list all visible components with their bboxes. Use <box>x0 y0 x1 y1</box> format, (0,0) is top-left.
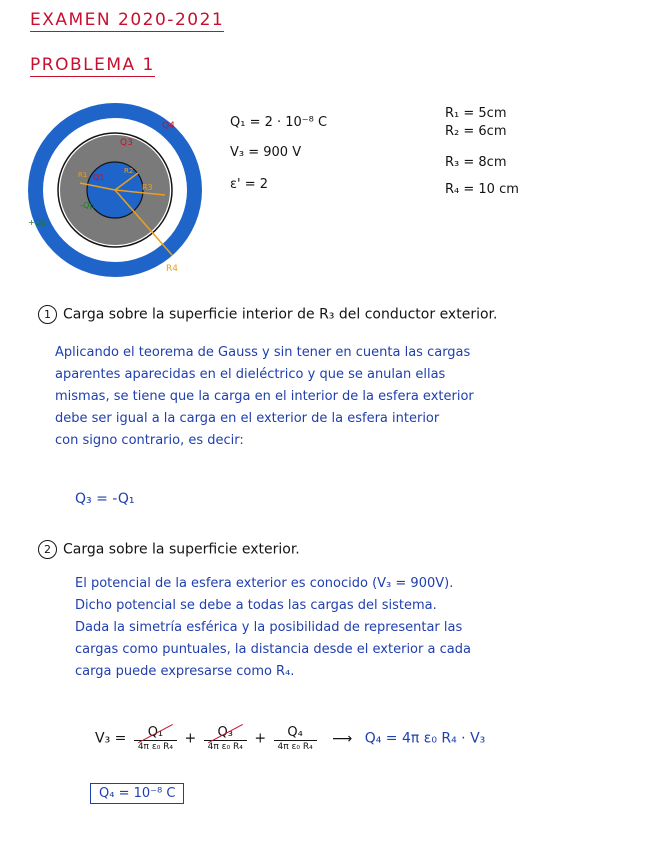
term3-denominator: 4π ε₀ R₄ <box>274 740 317 752</box>
section1-heading-text: Carga sobre la superficie interior de R₃ del conductor exterior. <box>63 306 498 323</box>
given-r3: R₃ = 8cm <box>445 155 507 170</box>
term1-numerator: Q₁ <box>134 725 177 740</box>
exam-title <box>30 10 224 30</box>
section2-line: cargas como puntuales, la distancia desde el exterior a cada <box>75 642 471 657</box>
section2-heading-text: Carga sobre la superficie exterior. <box>63 541 300 558</box>
given-q1: Q₁ = 2 · 10⁻⁸ C <box>230 115 328 130</box>
potential-equation <box>95 725 485 752</box>
section2-line: El potencial de la esfera exterior es conocido (V₃ = 900V). <box>75 576 454 591</box>
given-r4: R₄ = 10 cm <box>445 182 519 197</box>
term2-fraction <box>204 725 247 752</box>
given-r2: R₂ = 6cm <box>445 124 507 139</box>
problem-title <box>30 55 155 75</box>
section1-heading <box>38 305 497 324</box>
problem-title-text: PROBLEMA 1 <box>30 55 155 75</box>
section2-line: carga puede expresarse como R₄. <box>75 664 295 679</box>
equation-arrow: ⟶ <box>332 730 353 747</box>
term3-numerator: Q₄ <box>287 725 303 740</box>
equation-lhs: V₃ = <box>95 730 127 747</box>
given-v3: V₃ = 900 V <box>230 145 302 160</box>
section1-line: con signo contrario, es decir: <box>55 433 244 448</box>
label-plus-qp: +Qp <box>28 218 47 227</box>
section2-line: Dada la simetría esférica y la posibilidad de representar las <box>75 620 463 635</box>
boxed-result: Q₄ = 10⁻⁸ C <box>90 783 184 804</box>
term1-fraction <box>134 725 177 752</box>
section1-line: mismas, se tiene que la carga en el interior de la esfera exterior <box>55 389 474 404</box>
section1-line: debe ser igual a la carga en el exterior de la esfera interior <box>55 411 440 426</box>
section1-number: 1 <box>38 305 57 324</box>
equation-plus-1: + <box>184 730 197 747</box>
term2-denominator: 4π ε₀ R₄ <box>204 740 247 752</box>
label-q3: Q3 <box>120 138 133 148</box>
label-minus-qp: -Qp <box>80 201 95 210</box>
section1-paragraph <box>55 342 474 452</box>
term3-fraction <box>274 725 317 752</box>
section2-paragraph <box>75 573 471 683</box>
section1-result: Q₃ = -Q₁ <box>75 491 135 507</box>
label-q4: Q4 <box>162 121 175 131</box>
section2-number: 2 <box>38 540 57 559</box>
label-r2: R2 <box>124 167 134 175</box>
exam-title-text: EXAMEN 2020-2021 <box>30 10 225 30</box>
equation-rhs: Q₄ = 4π ε₀ R₄ · V₃ <box>364 730 486 747</box>
term2-numerator: Q₃ <box>204 725 247 740</box>
section2-heading <box>38 540 300 559</box>
concentric-spheres-diagram <box>20 95 210 285</box>
section1-line: Aplicando el teorema de Gauss y sin tener en cuenta las cargas <box>55 345 471 360</box>
label-r3: R3 <box>142 183 153 192</box>
section2-line: Dicho potencial se debe a todas las cargas del sistema. <box>75 598 437 613</box>
equation-plus-2: + <box>254 730 267 747</box>
given-r1: R₁ = 5cm <box>445 106 507 121</box>
label-r4: R4 <box>166 264 178 274</box>
term1-denominator: 4π ε₀ R₄ <box>134 740 177 752</box>
section1-line: aparentes aparecidas en el dieléctrico y que se anulan ellas <box>55 367 446 382</box>
given-eps: ε' = 2 <box>230 177 269 192</box>
label-q1: Q1 <box>93 173 105 182</box>
label-r1: R1 <box>78 171 88 179</box>
